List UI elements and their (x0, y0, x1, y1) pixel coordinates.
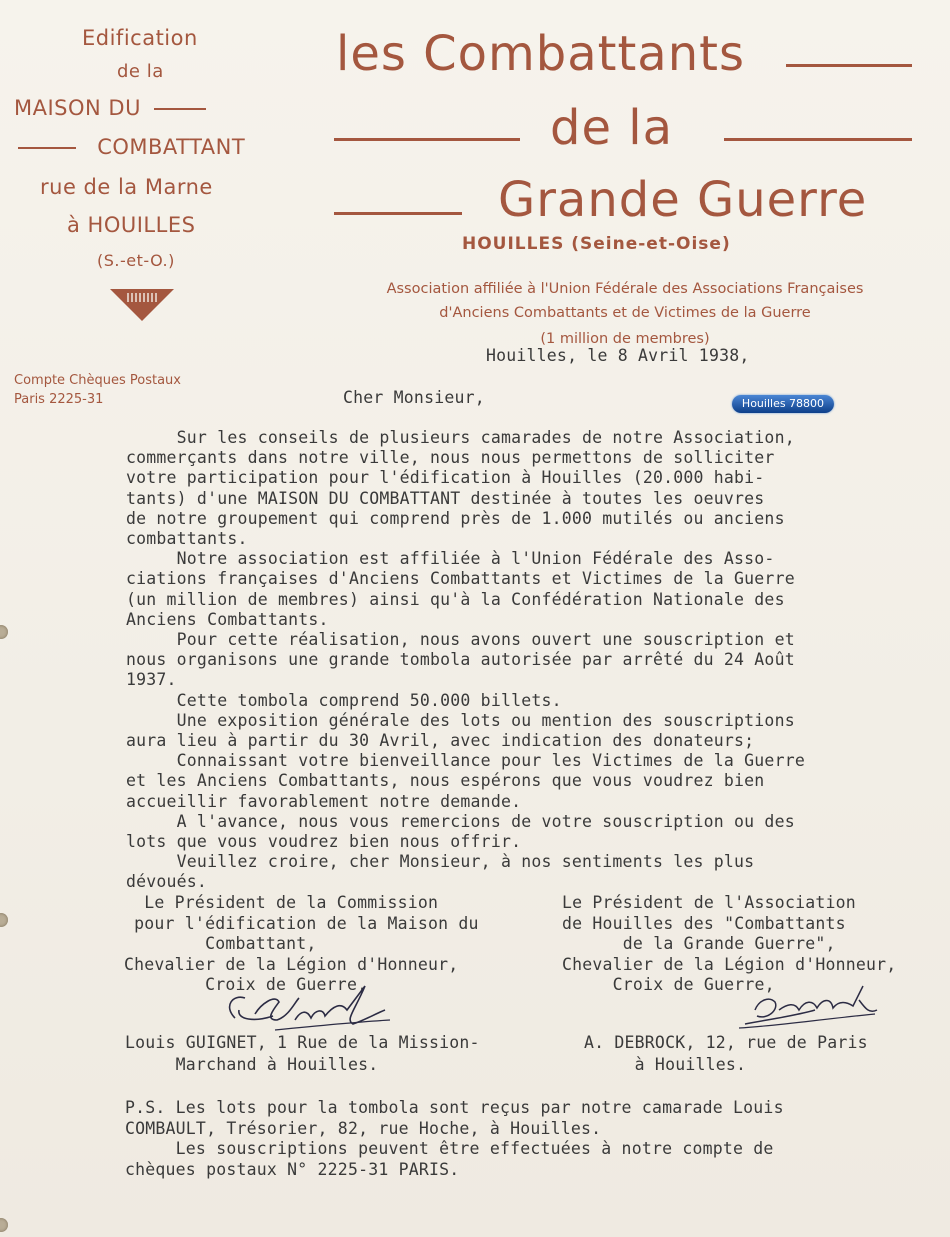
text-line: chèques postaux N° 2225-31 PARIS. (125, 1159, 460, 1179)
header-left-line: de la (117, 61, 164, 82)
text-line: Veuillez croire, cher Monsieur, à nos sentiments les plus (126, 852, 755, 872)
header-left-line: à HOUILLES (67, 213, 196, 237)
title-line-2: de la (550, 100, 674, 156)
text-line: Sur les conseils de plusieurs camarades de notre Association, (126, 428, 795, 447)
title-place: HOUILLES (Seine-et-Oise) (462, 234, 731, 254)
title-rule (786, 64, 912, 67)
text-line: (un million de membres) ainsi qu'à la Confédération Nationale des (126, 589, 785, 609)
signature-guignet (215, 980, 395, 1040)
signatory-right-line: A. DEBROCK, 12, rue de Paris (584, 1033, 868, 1052)
text-line: 1937. (126, 670, 177, 690)
header-left-line: rue de la Marne (40, 175, 213, 199)
text-line: tants) d'une MAISON DU COMBATTANT destinée à toutes les oeuvres (126, 488, 765, 508)
ccp-number: Paris 2225-31 (14, 392, 104, 407)
header-rule (154, 108, 206, 110)
text-line: Chevalier de la Légion d'Honneur, (562, 954, 897, 974)
title-line-3: Grande Guerre (498, 172, 868, 228)
text-line: ciations françaises d'Anciens Combattants et Victimes de la Guerre (126, 569, 795, 589)
header-left-text: MAISON DU (14, 96, 141, 120)
text-line: votre participation pour l'édification à Houilles (20.000 habi- (126, 468, 765, 488)
text-line: COMBAULT, Trésorier, 82, rue Hoche, à Houilles. (125, 1118, 602, 1138)
text-line: P.S. Les lots pour la tombola sont reçus par notre camarade Louis (125, 1098, 784, 1117)
header-left-line (18, 135, 245, 159)
header-left-line: Edification (82, 26, 198, 50)
affiliation-line: (1 million de membres) (540, 331, 710, 347)
ccp-label: Compte Chèques Postaux (14, 373, 181, 388)
text-line: dévoués. (126, 872, 208, 892)
text-line: Une exposition générale des lots ou mention des souscriptions (126, 710, 795, 730)
text-line: Combattant, (124, 934, 317, 953)
watermark-badge: Houilles 78800 (732, 395, 834, 413)
text-line: lots que vous voudrez bien nous offrir. (126, 832, 522, 851)
text-line: de Houilles des "Combattants (562, 913, 846, 933)
text-line: accueillir favorablement notre demande. (126, 791, 522, 811)
letter-date: Houilles, le 8 Avril 1938, (486, 346, 750, 365)
header-left-text: COMBATTANT (97, 135, 246, 159)
text-line: de la Grande Guerre", (562, 934, 836, 953)
letter-salutation: Cher Monsieur, (343, 388, 485, 407)
text-line: Anciens Combattants. (126, 609, 329, 629)
text-line: de notre groupement qui comprend près de 1.000 mutilés ou anciens (126, 508, 785, 528)
signature-debrock (735, 980, 885, 1036)
text-line: Croix de Guerre, (562, 975, 775, 994)
text-line: Croix de Guerre, (124, 975, 368, 994)
title-line-1: les Combattants (336, 26, 745, 82)
text-line: commerçants dans notre ville, nous nous permettons de solliciter (126, 448, 775, 468)
text-line: combattants. (126, 529, 248, 548)
header-rule (18, 147, 76, 149)
text-line: Chevalier de la Légion d'Honneur, (124, 954, 459, 974)
text-line: Les souscriptions peuvent être effectuées à notre compte de (125, 1139, 774, 1158)
text-line: et les Anciens Combattants, nous espérons que vous voudrez bien (126, 771, 765, 791)
signatory-left-line: Marchand à Houilles. (125, 1055, 379, 1074)
title-rule (334, 138, 520, 141)
text-line: Pour cette réalisation, nous avons ouvert une souscription et (126, 630, 795, 649)
title-rule (334, 212, 462, 215)
affiliation-line: Association affiliée à l'Union Fédérale des Associations Françaises (386, 281, 864, 297)
header-left-line: (S.-et-O.) (97, 251, 175, 270)
text-line: Le Président de la Commission (124, 893, 439, 912)
text-line: aura lieu à partir du 30 Avril, avec indication des donateurs; (126, 731, 755, 750)
text-line: nous organisons une grande tombola autorisée par arrêté du 24 Août (126, 650, 795, 670)
emblem-icon (110, 289, 174, 321)
text-line: A l'avance, nous vous remercions de votre souscription ou des (126, 811, 795, 831)
signatory-right-line: à Houilles. (584, 1055, 747, 1074)
text-line: Cette tombola comprend 50.000 billets. (126, 690, 562, 710)
affiliation-line: d'Anciens Combattants et de Victimes de la Guerre (439, 305, 811, 321)
title-rule (724, 138, 912, 141)
header-left-line (14, 96, 206, 120)
text-line: Notre association est affiliée à l'Union Fédérale des Asso- (126, 549, 775, 569)
signatory-left-line: Louis GUIGNET, 1 Rue de la Mission- (125, 1033, 480, 1052)
text-line: Connaissant votre bienveillance pour les Victimes de la Guerre (126, 751, 805, 771)
text-line: Le Président de l'Association (562, 893, 856, 912)
text-line: pour l'édification de la Maison du (124, 913, 479, 933)
